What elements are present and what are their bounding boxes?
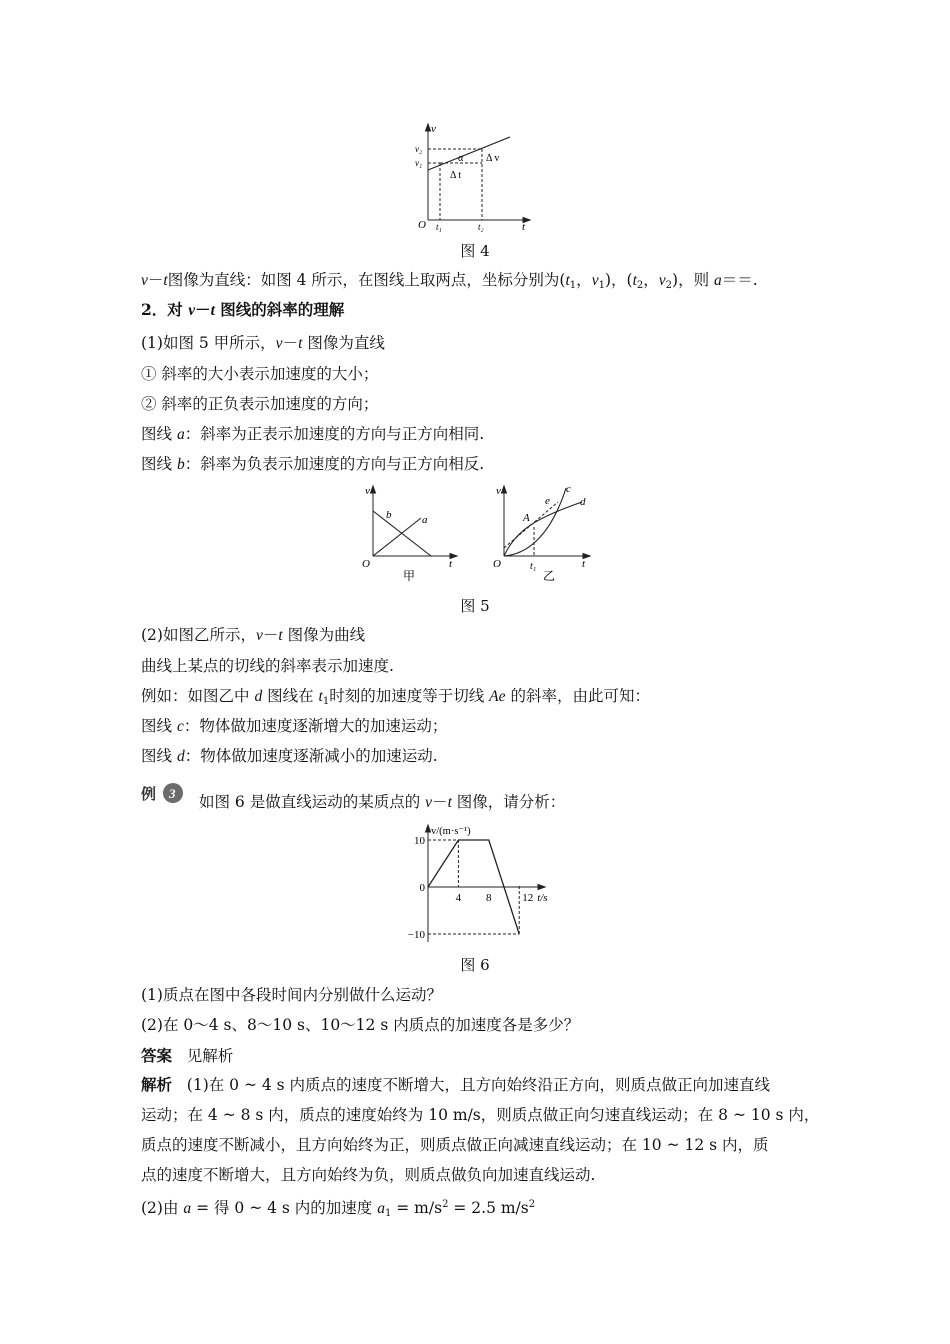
fig6-x-axis-label: t/s — [537, 892, 548, 904]
fig6-xtick-8: 8 — [486, 892, 492, 904]
fig5b-v-label: v — [496, 485, 501, 497]
analysis-line-1: 解析 (1)在 0 ~ 4 s 内质点的速度不断增大，且方向始终沿正方向，则质点做正向加速直线 — [141, 1075, 771, 1094]
fig4-v2-label: v₂ — [415, 144, 423, 154]
analysis-label: 解析 — [141, 1075, 173, 1094]
fig6-y-axis-label: v/(m·s⁻¹) — [431, 826, 471, 837]
analysis-line-4: 点的速度不断增大，且方向始终为负，则质点做负向加速直线运动. — [141, 1166, 596, 1184]
analysis-part-2: (2)由 a = 得 0 ~ 4 s 内的加速度 $a_1 = m/s^2 = 2.5$ $m/s^2$ — [141, 1199, 536, 1219]
example-badge — [141, 782, 189, 806]
fig4-y-arrow — [426, 124, 431, 131]
fig4-t-label: t — [522, 221, 526, 232]
example-badge-label: 例 — [141, 787, 157, 803]
fig6-ytick-10: 10 — [414, 835, 425, 847]
answer-text: 见解析 — [186, 1047, 234, 1065]
example-3-question: 如图 6 是做直线运动的某质点的 v－t 图像，请分析： — [199, 793, 566, 811]
fig4-dv-label: Δ v — [486, 153, 500, 164]
fig5b-y-arrow — [502, 486, 507, 493]
paragraph-tangent-slope: 曲线上某点的切线的斜率表示加速度. — [141, 657, 394, 675]
fig4-t2-label: t₂ — [478, 222, 484, 232]
fig4-v1-label: v₁ — [415, 158, 423, 168]
paragraph-example-tangent: 例如：如图乙中 d 图线在 $t_1$时刻的加速度等于切线 Ae 的斜率，由此可知： — [141, 687, 650, 707]
fig5b-t1-label: t₁ — [530, 561, 537, 572]
fig4-caption: 图 4 — [460, 242, 490, 260]
paragraph-line-c: 图线 c：物体做加速度逐渐增大的加速运动； — [141, 717, 448, 735]
fig4-dt-label: Δ t — [450, 170, 462, 181]
fig6-xtick-4: 4 — [455, 892, 462, 904]
fig4-t1-label: t₁ — [436, 222, 442, 232]
fig5a-origin-label: O — [362, 558, 370, 570]
figure-5-left — [355, 480, 465, 585]
answer-label: 答案 — [141, 1046, 173, 1065]
fig6-ytick-0: 0 — [419, 882, 425, 894]
fig5b-name: 乙 — [543, 569, 556, 583]
paragraph-fig5b-intro: (2)如图乙所示，v－t 图像为曲线 — [141, 626, 366, 644]
fig6-caption: 图 6 — [460, 956, 490, 974]
paragraph-fig4-description: v－t图像为直线：如图 4 所示，在图线上取两点，坐标分别为($t_1$，$v_1$)，($t_2$，$v_2$)，则 a＝＝. — [141, 271, 758, 291]
fig5b-curve-d — [504, 502, 582, 556]
fig5a-b-label: b — [386, 509, 392, 521]
figure-6-chart — [400, 818, 560, 946]
fig5a-name: 甲 — [403, 569, 416, 583]
fig5a-t-label: t — [449, 558, 453, 570]
fig4-origin-label: O — [418, 219, 426, 231]
example-badge-number: 3 — [169, 786, 176, 801]
fig6-x-arrow — [538, 885, 545, 890]
fig5b-e-label: e — [545, 495, 550, 507]
figure-5-right — [490, 480, 600, 585]
fig5b-origin-label: O — [493, 558, 501, 570]
fig4-alpha-label: α — [458, 153, 464, 164]
answer-line — [141, 1046, 233, 1066]
analysis-line-2: 运动；在 4 ~ 8 s 内，质点的速度始终为 10 m/s，则质点做正向匀速直线运动；在 8 ~ 10 s 内， — [141, 1106, 820, 1124]
fig5b-c-label: c — [566, 483, 571, 495]
paragraph-slope-magnitude: ① 斜率的大小表示加速度的大小； — [141, 365, 379, 383]
fig5a-line-a — [373, 518, 421, 556]
fig5b-A-label: A — [523, 512, 530, 524]
fig5a-y-arrow — [371, 486, 376, 493]
paragraph-fig5a-intro: (1)如图 5 甲所示，v－t 图像为直线 — [141, 334, 385, 352]
fig5b-t-label: t — [582, 558, 586, 570]
fig6-ytick-neg10: −10 — [407, 929, 425, 941]
fig6-y-arrow — [426, 825, 431, 832]
fig4-v-label: v — [431, 123, 436, 135]
paragraph-line-d: 图线 d：物体做加速度逐渐减小的加速运动. — [141, 747, 438, 765]
paragraph-line-a: 图线 a：斜率为正表示加速度的方向与正方向相同. — [141, 425, 485, 443]
analysis-line-3: 质点的速度不断减小，且方向始终为正，则质点做正向减速直线运动；在 10 ~ 12 s 内，质 — [141, 1136, 769, 1154]
figure-4 — [410, 120, 540, 232]
question-2: (2)在 0～4 s、8～10 s、10～12 s 内质点的加速度各是多少？ — [141, 1016, 580, 1034]
question-1: (1)质点在图中各段时间内分别做什么运动？ — [141, 986, 442, 1004]
paragraph-slope-sign: ② 斜率的正负表示加速度的方向； — [141, 395, 379, 413]
fig5-caption: 图 5 — [460, 597, 490, 615]
paragraph-line-b: 图线 b：斜率为负表示加速度的方向与正方向相反. — [141, 455, 485, 473]
fig5b-d-label: d — [580, 496, 586, 508]
fig5a-a-label: a — [422, 514, 428, 526]
section-heading-slope: 2．对 v－t 图线的斜率的理解 — [141, 300, 345, 319]
fig5a-v-label: v — [365, 485, 370, 497]
fig6-xtick-12: 12 — [522, 892, 534, 904]
